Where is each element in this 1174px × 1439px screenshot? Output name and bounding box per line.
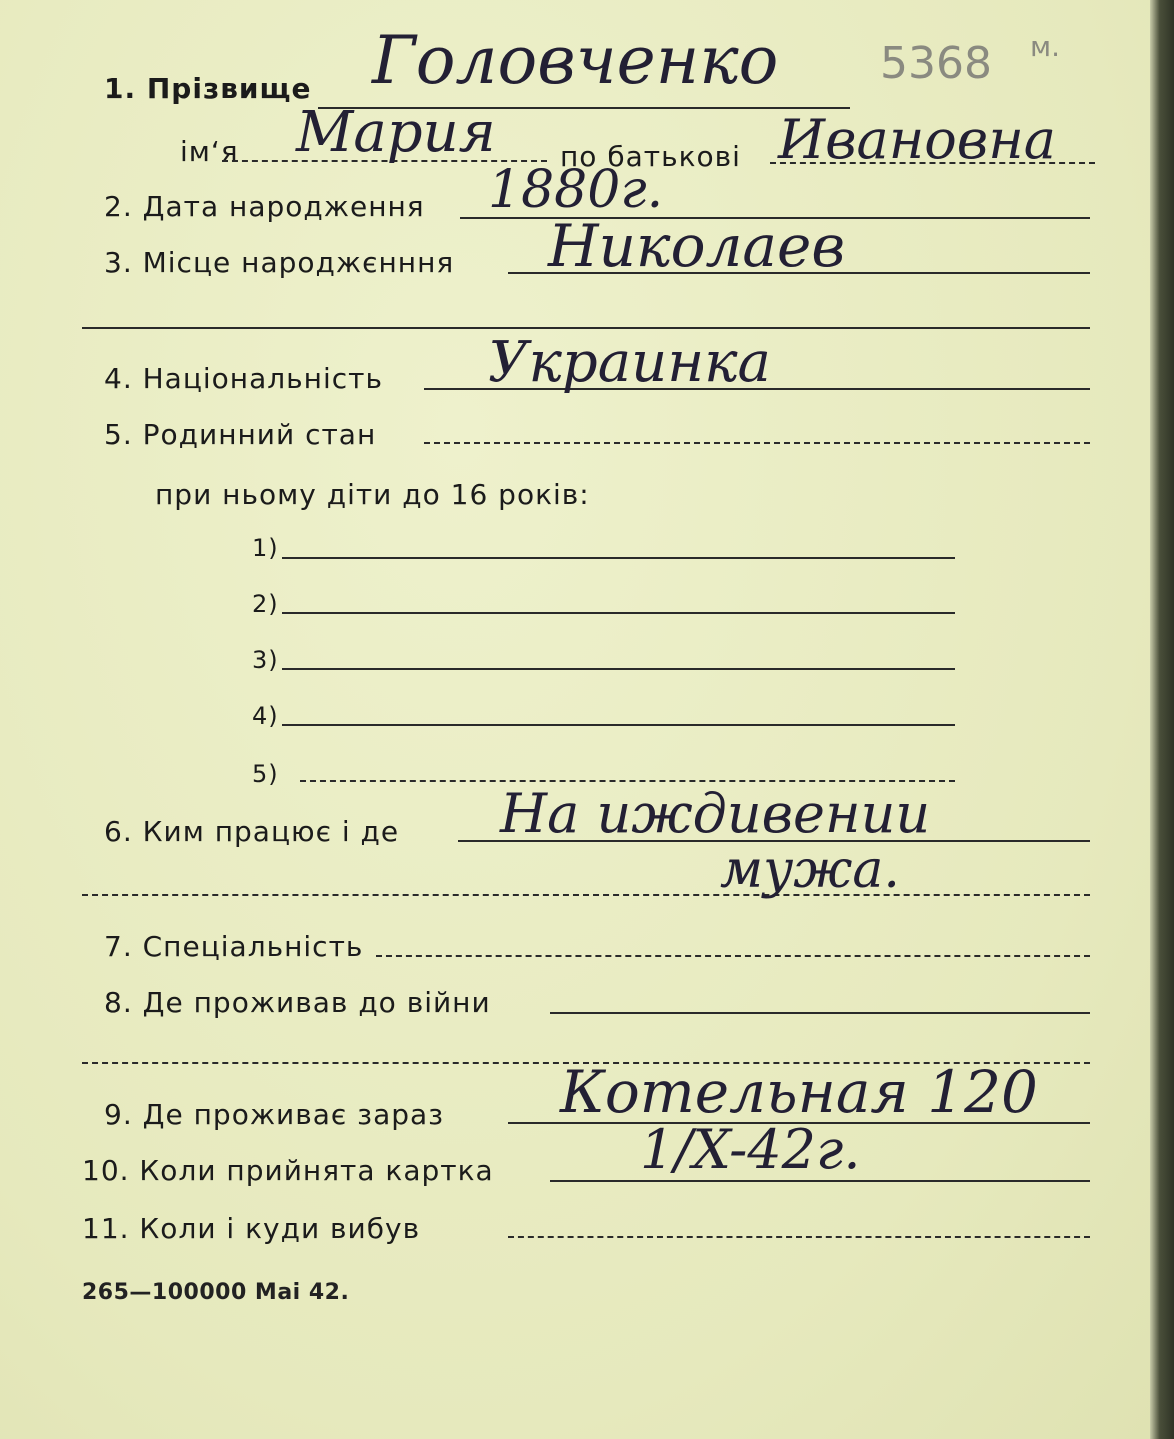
specialty-line: [376, 955, 1090, 957]
occupation-value-2: мужа.: [720, 840, 900, 900]
birthplace-line-2: [82, 327, 1090, 329]
occupation-label: 6. Ким працює і де: [104, 815, 400, 848]
occupation-value-1: На иждивении: [500, 782, 931, 845]
prewar-residence-label: 8. Де проживав до війни: [104, 986, 491, 1019]
birth-date-value: 1880г.: [488, 160, 664, 220]
patronymic-label: по батькові: [560, 140, 741, 173]
occupation-line-2: [82, 894, 1090, 896]
patronymic-value: Ивановна: [778, 108, 1056, 171]
card-accepted-label: 10. Коли прийнята картка: [82, 1154, 494, 1187]
child-3-line: [282, 668, 955, 670]
card-edge: [1150, 0, 1174, 1439]
nationality-value: Украинка: [488, 330, 771, 395]
birthplace-value: Николаев: [548, 212, 846, 280]
first-name-value: Мария: [296, 100, 496, 165]
current-residence-label: 9. Де проживає зараз: [104, 1098, 445, 1131]
child-4-line: [282, 724, 955, 726]
child-1-label: 1): [252, 534, 279, 562]
birth-date-label: 2. Дата народження: [104, 190, 425, 223]
card-number-suffix: м.: [1030, 30, 1061, 63]
marital-status-line: [424, 442, 1090, 444]
departure-label: 11. Коли і куди вибув: [82, 1212, 421, 1245]
child-2-line: [282, 612, 955, 614]
print-run-footer: 265—100000 Mai 42.: [82, 1280, 350, 1305]
specialty-label: 7. Спеціальність: [104, 930, 364, 963]
child-2-label: 2): [252, 590, 279, 618]
nationality-label: 4. Національність: [104, 362, 383, 395]
child-3-label: 3): [252, 646, 279, 674]
marital-status-label: 5. Родинний стан: [104, 418, 377, 451]
child-5-label: 5): [252, 760, 279, 788]
birthplace-label: 3. Місце народжєнння: [104, 246, 455, 279]
child-1-line: [282, 557, 955, 559]
prewar-residence-line: [550, 1012, 1090, 1014]
first-name-label: ім‘я: [180, 135, 239, 168]
departure-line: [508, 1236, 1090, 1238]
surname-value: Головченко: [372, 22, 779, 99]
card-accepted-value: 1/X-42г.: [640, 1118, 861, 1181]
surname-label: 1. Прізвище: [104, 72, 312, 105]
card-number: 5368: [880, 38, 992, 89]
child-4-label: 4): [252, 702, 279, 730]
current-residence-value: Котельная 120: [560, 1058, 1038, 1126]
children-label: при ньому діти до 16 років:: [155, 478, 590, 511]
